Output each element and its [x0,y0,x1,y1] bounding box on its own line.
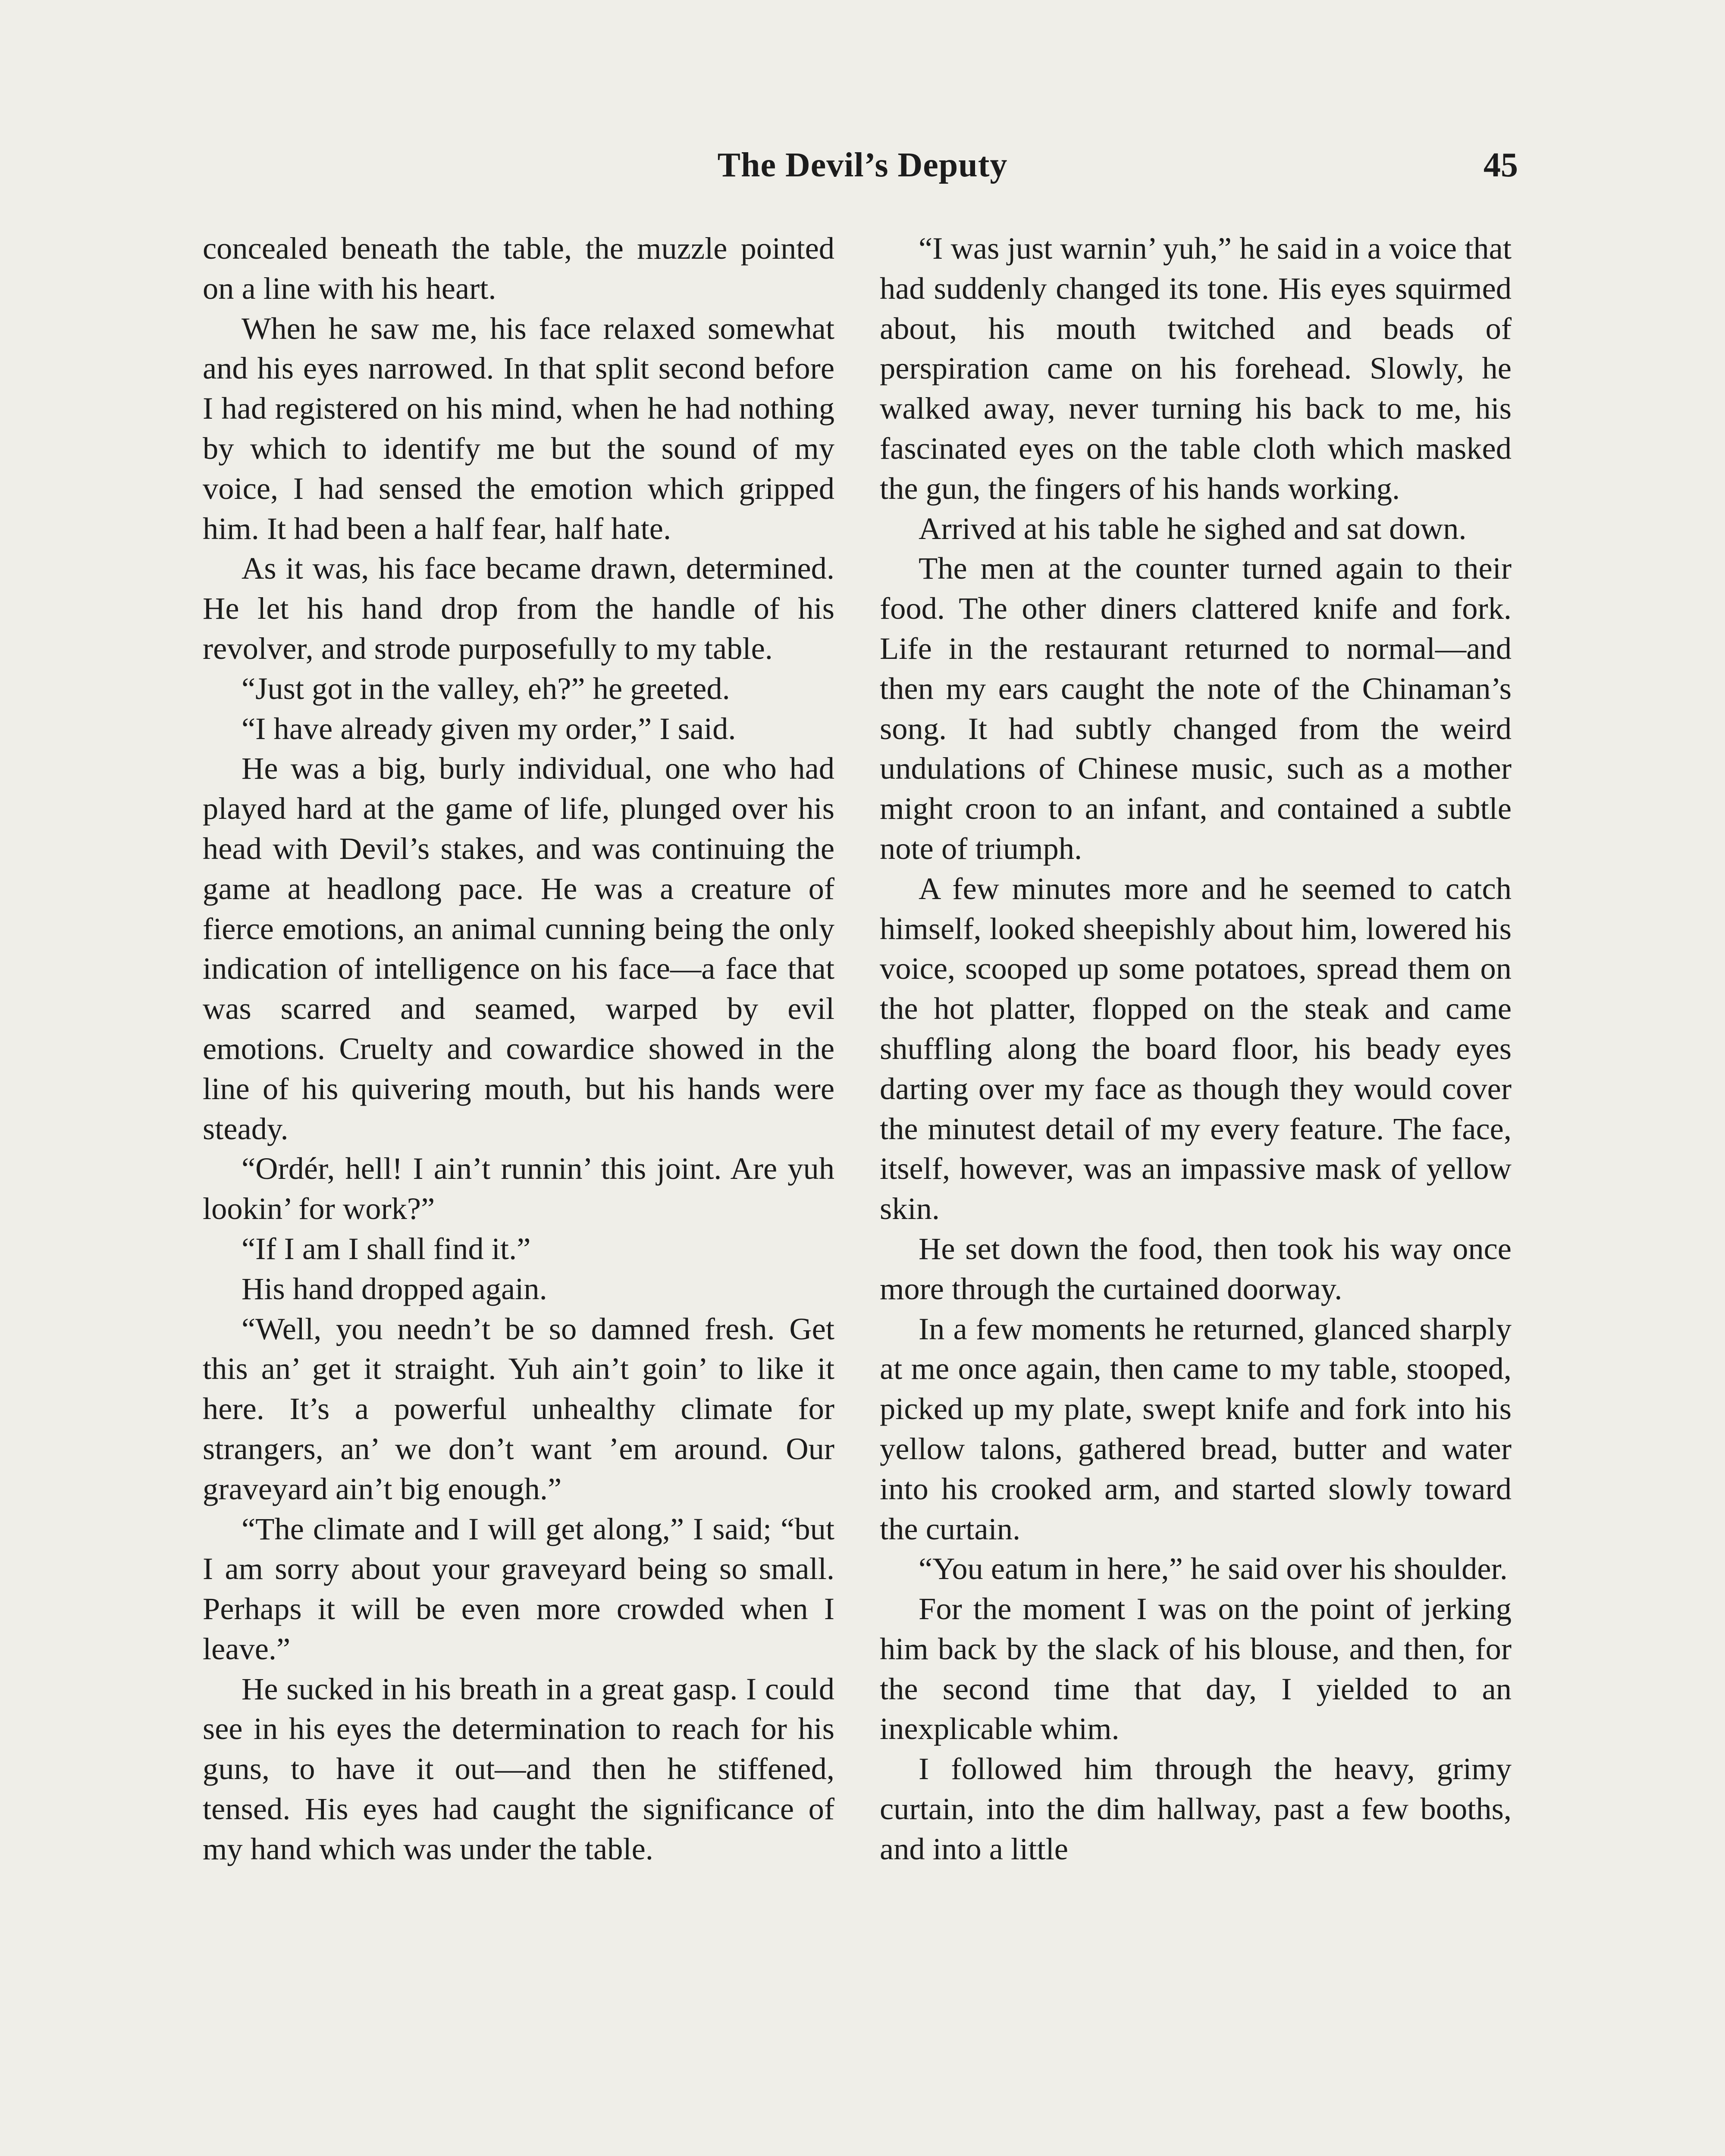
page-number: 45 [1484,146,1518,184]
paragraph: For the moment I was on the point of jerking him back by the slack of his blouse, and then, for the second time that day, I yielded to an inexplicable whim. [880,1591,1512,1746]
paragraph: “The climate and I will get along,” I said; “but I am sorry about your graveyard being so small. Perhaps it will be even more crowded when I leave.” [203,1511,834,1666]
paragraph: As it was, his face became drawn, determined. He let his hand drop from the handle of his revolver, and strode purposefully to my table. [203,551,834,666]
paragraph: A few minutes more and he seemed to catch himself, looked sheepishly about him, lowered his voice, scooped up some potatoes, spread them on the hot platter, flopped on the steak and came shuffling along the board floor, his beady eyes darting over my face as though they would cover the minutest detail of my every feature. The face, itself, however, was an impassive mask of yellow skin. [880,871,1512,1226]
paragraph: “I have already given my order,” I said. [242,711,736,746]
paragraph: He set down the food, then took his way once more through the curtained doorway. [880,1231,1512,1306]
right-column [880,229,1512,1869]
paragraph: In a few moments he returned, glanced sharply at me once again, then came to my table, stooped, picked up my plate, swept knife and fork into his yellow talons, gathered bread, butter and water into his crooked arm, and started slowly toward the curtain. [880,1311,1512,1546]
paragraph: His hand dropped again. [242,1271,547,1306]
paragraph: The men at the counter turned again to their food. The other diners clattered knife and fork. Life in the restaurant returned to normal—and then my ears caught the note of the Chinaman’s song. It had subtly changed from the weird undulations of Chinese music, such as a mother might croon to an infant, and contained a subtle note of triumph. [880,551,1512,866]
paragraph: “You eatum in here,” he said over his shoulder. [919,1551,1508,1586]
paragraph: concealed beneath the table, the muzzle pointed on a line with his heart. [203,231,834,306]
paragraph: “Ordér, hell! I ain’t runnin’ this joint. Are yuh lookin’ for work?” [203,1151,834,1226]
paragraph: He was a big, burly individual, one who had played hard at the game of life, plunged over his head with Devil’s stakes, and was continuing the game at headlong pace. He was a creature of fierce emotions, an animal cunning being the only indication of intelligence on his face—a face that was scarred and seamed, warped by evil emotions. Cruelty and cowardice showed in the line of his quivering mouth, but his hands were steady. [203,751,834,1146]
paragraph: When he saw me, his face relaxed somewhat and his eyes narrowed. In that split second before I had registered on his mind, when he had nothing by which to identify me but the sound of my voice, I had sensed the emotion which gripped him. It had been a half fear, half hate. [203,310,834,546]
paragraph: “Well, you needn’t be so damned fresh. Get this an’ get it straight. Yuh ain’t goin’ to like it here. It’s a powerful unhealthy climate for strangers, an’ we don’t want ’em around. Our graveyard ain’t big enough.” [203,1311,834,1506]
paragraph: “Just got in the valley, eh?” he greeted. [242,671,730,706]
left-column [203,229,834,1869]
paragraph: “I was just warnin’ yuh,” he said in a voice that had suddenly changed its tone. His eyes squirmed about, his mouth twitched and beads of perspiration came on his forehead. Slowly, he walked away, never turning his back to me, his fascinated eyes on the table cloth which masked the gun, the fingers of his hands working. [880,231,1512,506]
paragraph: “If I am I shall find it.” [242,1231,531,1266]
paragraph: He sucked in his breath in a great gasp. I could see in his eyes the determination to reach for his guns, to have it out—and then he stiffened, tensed. His eyes had caught the significance of my hand which was under the table. [203,1671,834,1866]
running-title: The Devil’s Deputy [717,146,1008,184]
paragraph: Arrived at his table he sighed and sat down. [919,511,1467,546]
paragraph: I followed him through the heavy, grimy curtain, into the dim hallway, past a few booths, and into a little [880,1751,1512,1866]
